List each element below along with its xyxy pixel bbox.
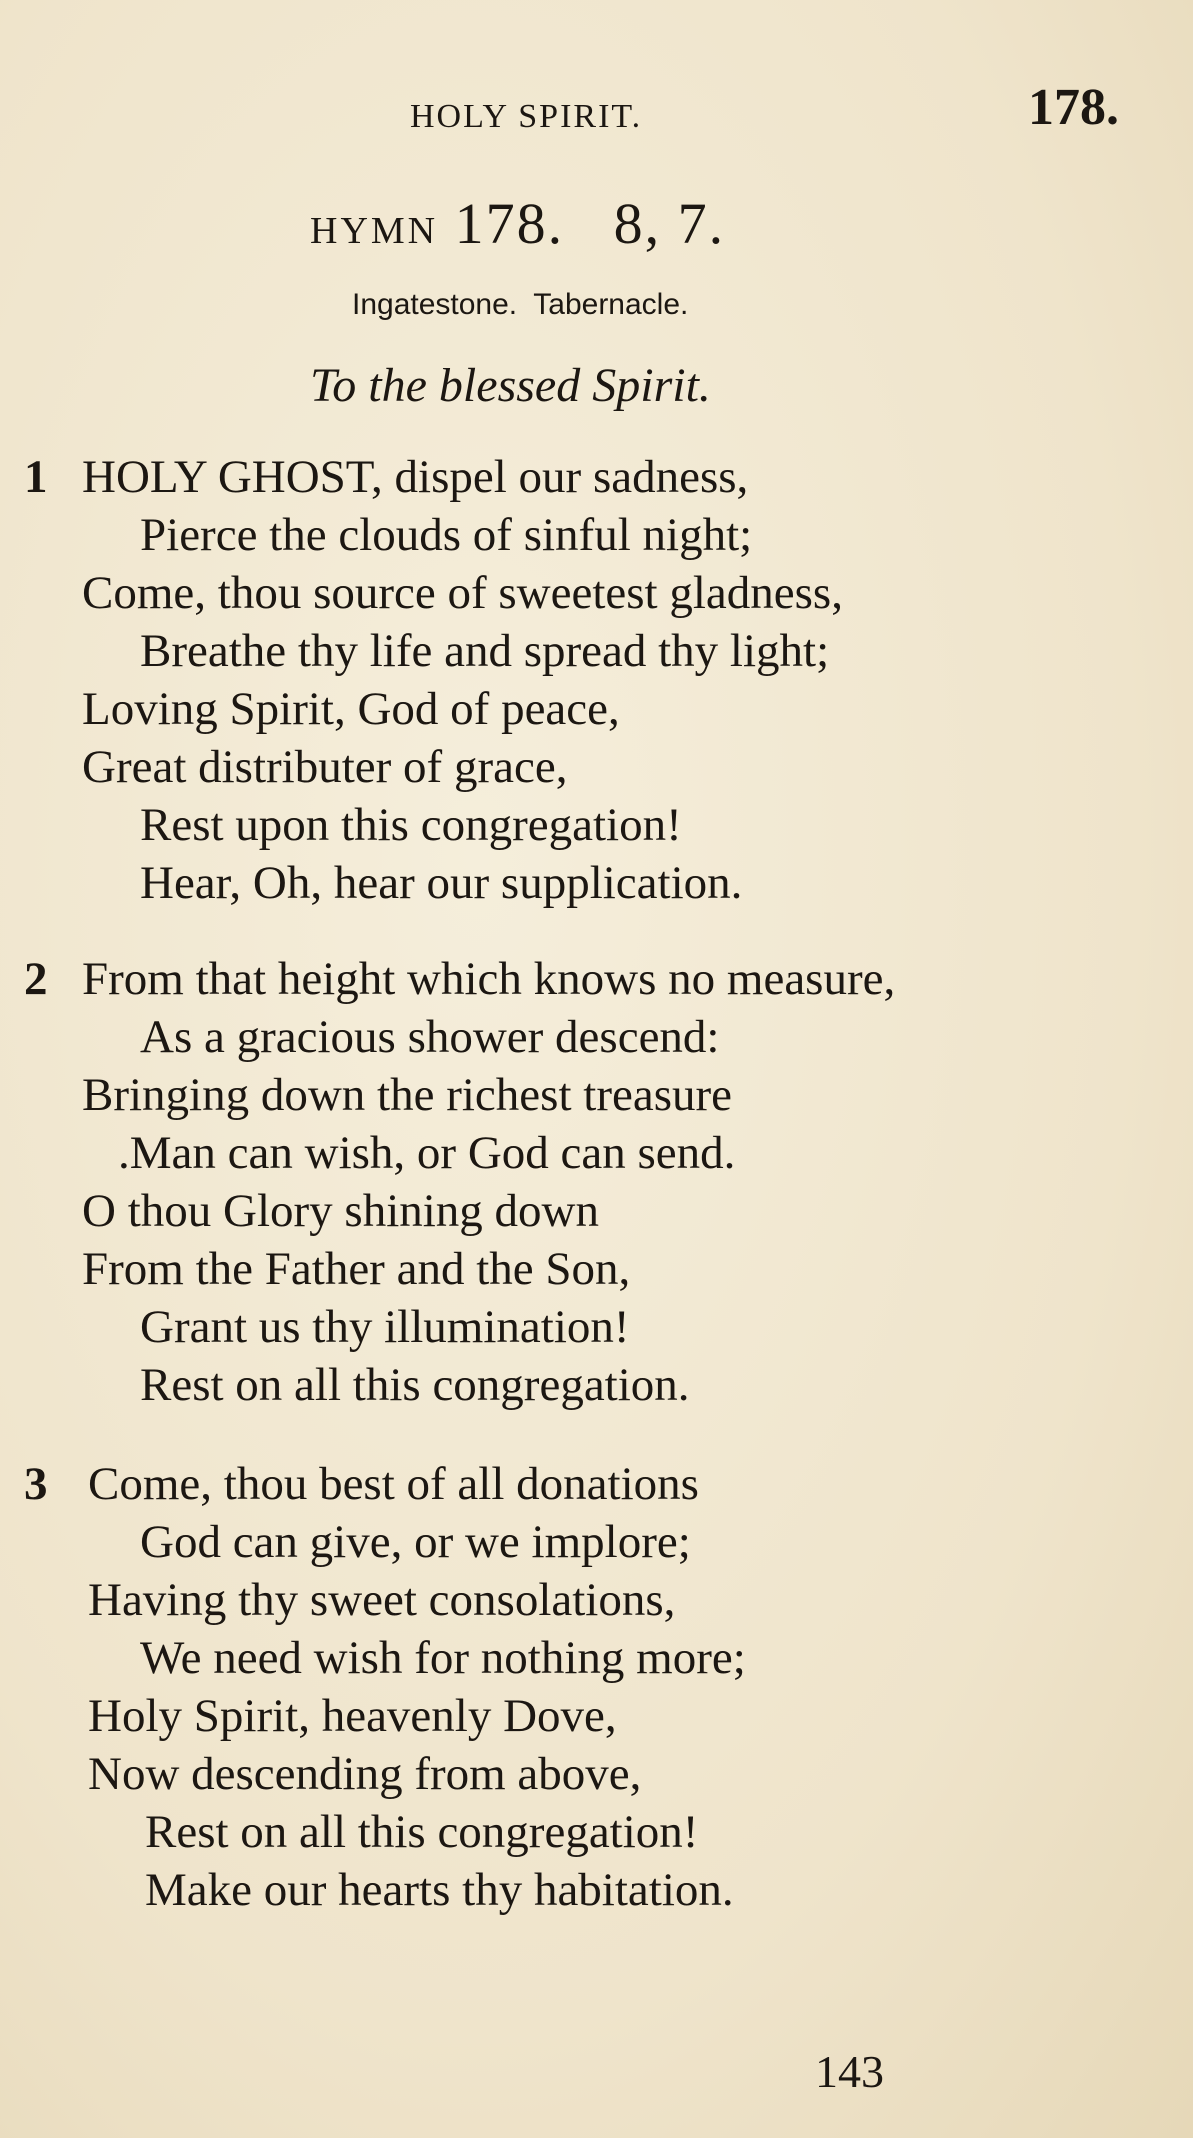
stanza-line: Come, thou best of all donations (88, 1458, 699, 1510)
stanza-line: We need wish for nothing more; (140, 1632, 746, 1684)
tune-names: Ingatestone. Tabernacle. (352, 288, 689, 321)
hymn-label: HYMN (310, 210, 439, 252)
stanza-line: Loving Spirit, God of peace, (82, 683, 620, 735)
stanza-line: Make our hearts thy habitation. (145, 1864, 734, 1916)
stanza-line: Having thy sweet consolations, (88, 1574, 676, 1626)
page-number-top: 178. (1028, 79, 1119, 136)
stanza-number: 2 (24, 953, 48, 1005)
stanza-line: Great distributer of grace, (82, 741, 568, 793)
stanza-line: From the Father and the Son, (82, 1243, 631, 1295)
stanza-line: O thou Glory shining down (82, 1185, 599, 1237)
stanza-line: Grant us thy illumination! (140, 1301, 630, 1353)
stanza-line: Hear, Oh, hear our supplication. (140, 857, 743, 909)
stanza-line: From that height which knows no measure, (82, 953, 896, 1005)
stanza-line: Rest upon this congregation! (140, 799, 682, 851)
stanza-line: Breathe thy life and spread thy light; (140, 625, 830, 677)
stanza-line: Bringing down the richest treasure (82, 1069, 732, 1121)
stanza-line: As a gracious shower descend: (140, 1011, 720, 1063)
hymn-subtitle: To the blessed Spirit. (310, 359, 711, 412)
stanza-line: Holy Spirit, heavenly Dove, (88, 1690, 617, 1742)
stanza-line: Rest on all this congregation! (145, 1806, 699, 1858)
page-number-bottom: 143 (815, 2046, 884, 2097)
stanza-line: .Man can wish, or God can send. (118, 1127, 736, 1179)
stanza-line: Rest on all this congregation. (140, 1359, 690, 1411)
stanza-line: God can give, or we implore; (140, 1516, 691, 1568)
stanza-number: 3 (24, 1458, 48, 1510)
stanza-line: Pierce the clouds of sinful night; (140, 509, 753, 561)
hymn-title (310, 190, 725, 257)
stanza-line: Now descending from above, (88, 1748, 642, 1800)
running-head: HOLY SPIRIT. (410, 98, 643, 135)
stanza-number: 1 (24, 451, 48, 503)
stanza-line: Come, thou source of sweetest gladness, (82, 567, 843, 619)
hymn-number-meter: 178. 8, 7. (454, 191, 726, 256)
stanza-line: HOLY GHOST, dispel our sadness, (82, 451, 749, 503)
